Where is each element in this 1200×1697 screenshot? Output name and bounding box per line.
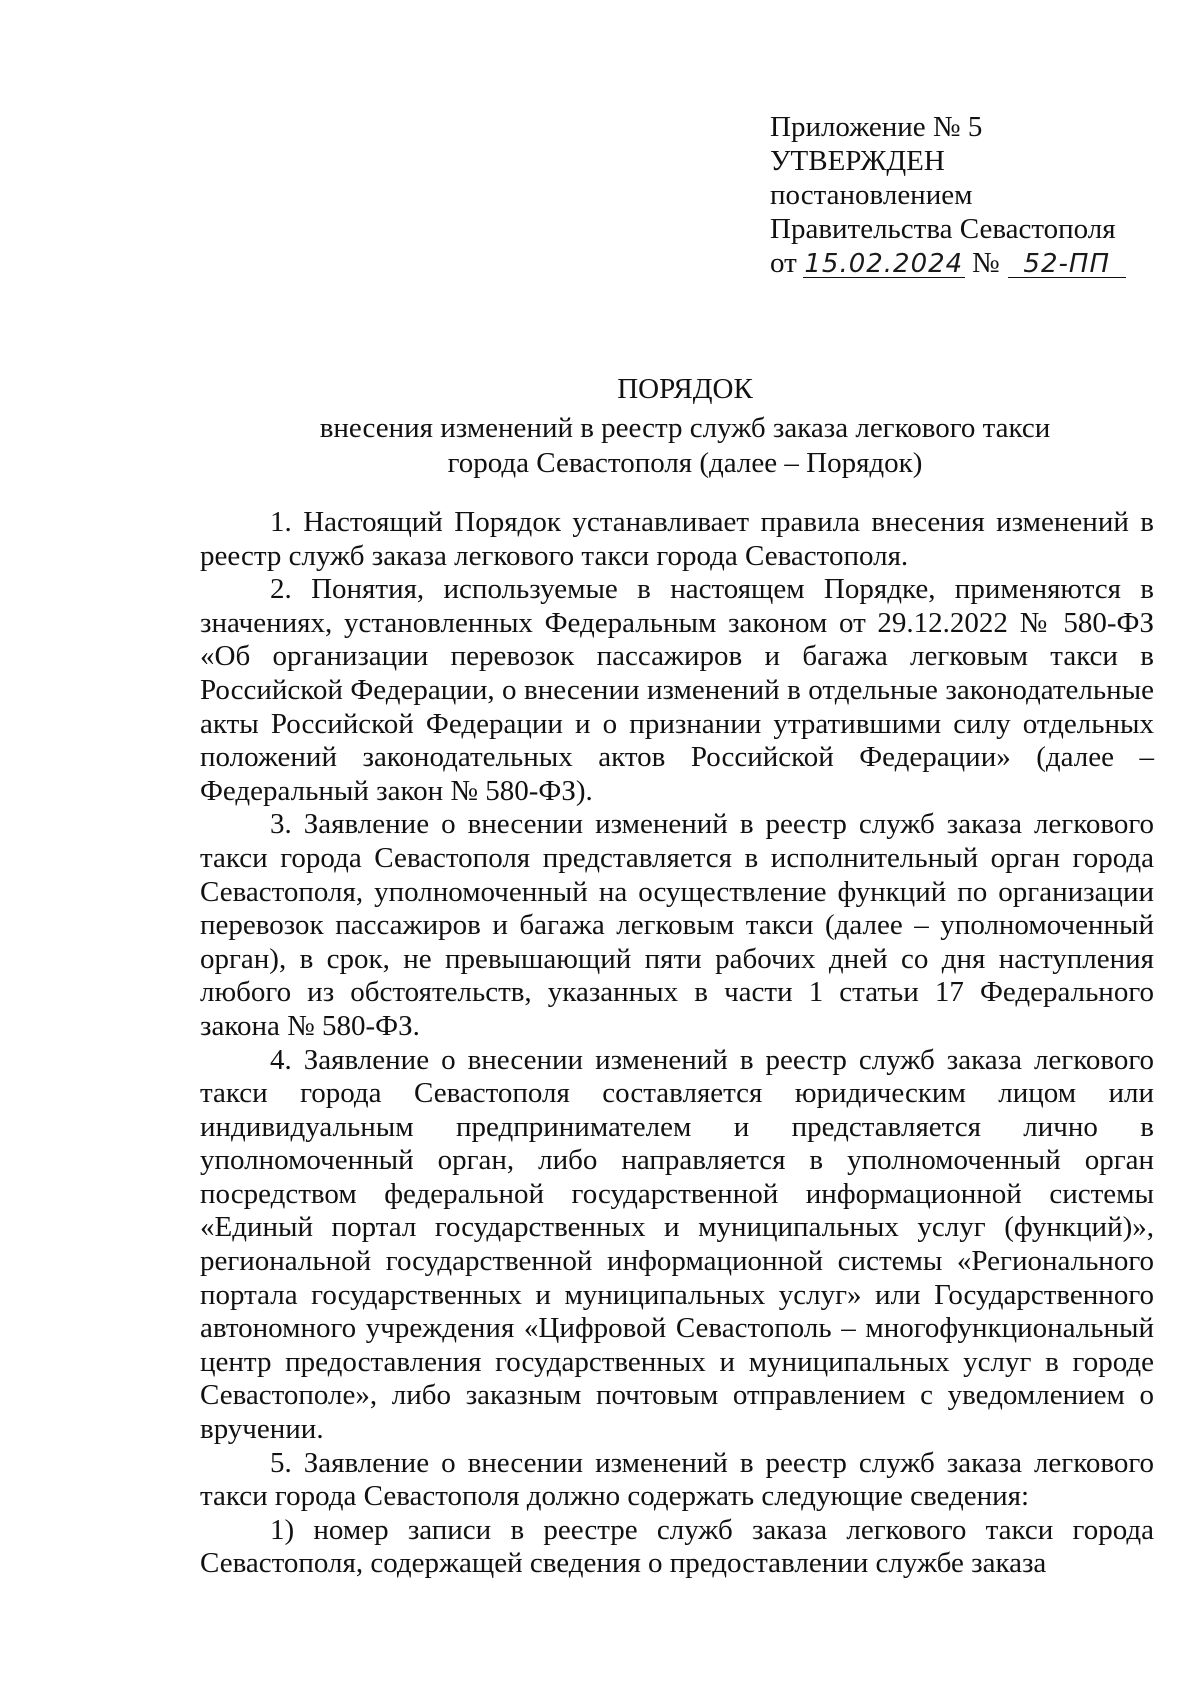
decree-dateline: [770, 246, 1150, 280]
handwritten-date: 15.02.2024: [804, 249, 964, 279]
title-subtitle-line-2: города Севастополя (далее – Порядок): [447, 447, 923, 479]
document-title: [200, 372, 1170, 481]
handwritten-number: 52-ПП: [1008, 251, 1126, 278]
paragraph-5: 5. Заявление о внесении изменений в реестр служб заказа легкового такси города Севастополя должно содержать следующие сведения:: [200, 1446, 1154, 1513]
appendix-number: Приложение № 5: [770, 111, 983, 143]
approval-block: [770, 110, 1150, 280]
paragraph-5-item-1: 1) номер записи в реестре служб заказа легкового такси города Севастополя, содержащей сведения о предоставлении службе заказа: [200, 1513, 1154, 1580]
approved-label: УТВЕРЖДЕН: [770, 145, 945, 177]
number-prefix: №: [972, 247, 1000, 279]
title-subtitle-line-1: внесения изменений в реестр служб заказа легкового такси: [319, 412, 1051, 444]
government-label: Правительства Севастополя: [770, 213, 1116, 245]
date-prefix: от: [770, 247, 797, 279]
paragraph-1: 1. Настоящий Порядок устанавливает правила внесения изменений в реестр служб заказа легкового такси города Севастополя.: [200, 506, 1154, 572]
approved-by-label: постановлением: [770, 179, 973, 211]
paragraph-3: 3. Заявление о внесении изменений в реестр служб заказа легкового такси города Севастополя представляется в исполнительный орган города Севастополя, уполномоченный на осуществление функций по организации перевозок пассажиров и багажа легковым такси (далее – уполномоченный орган), в срок, не превышающий пяти рабочих дней со дня наступления любого из обстоятельств, указанных в части 1 статьи 17 Федерального закона № 580-ФЗ.: [200, 808, 1154, 1042]
paragraph-2: 2. Понятия, используемые в настоящем Порядке, применяются в значениях, установленных Федеральным законом от 29.12.2022 № 580-ФЗ «Об организации перевозок пассажиров и багажа легковым такси в Российской Федерации, о внесении изменений в отдельные законодательные акты Российской Федерации и о признании утратившими силу отдельных положений законодательных актов Российской Федерации» (далее – Федеральный закон № 580-ФЗ).: [200, 573, 1154, 807]
paragraph-4: 4. Заявление о внесении изменений в реестр служб заказа легкового такси города Севастополя составляется юридическим лицом или индивидуальным предпринимателем и представляется лично в уполномоченный орган, либо направляется в уполномоченный орган посредством федеральной государственной информационной системы «Единый портал государственных и муниципальных услуг (функций)», региональной государственной информационной системы «Регионального портала государственных и муниципальных услуг» или Государственного автономного учреждения «Цифровой Севастополь – многофункциональный центр предоставления государственных и муниципальных услуг в городе Севастополе», либо заказным почтовым отправлением с уведомлением о вручении.: [200, 1043, 1154, 1446]
title-heading: ПОРЯДОК: [617, 373, 753, 405]
document-body: [200, 506, 1154, 1581]
